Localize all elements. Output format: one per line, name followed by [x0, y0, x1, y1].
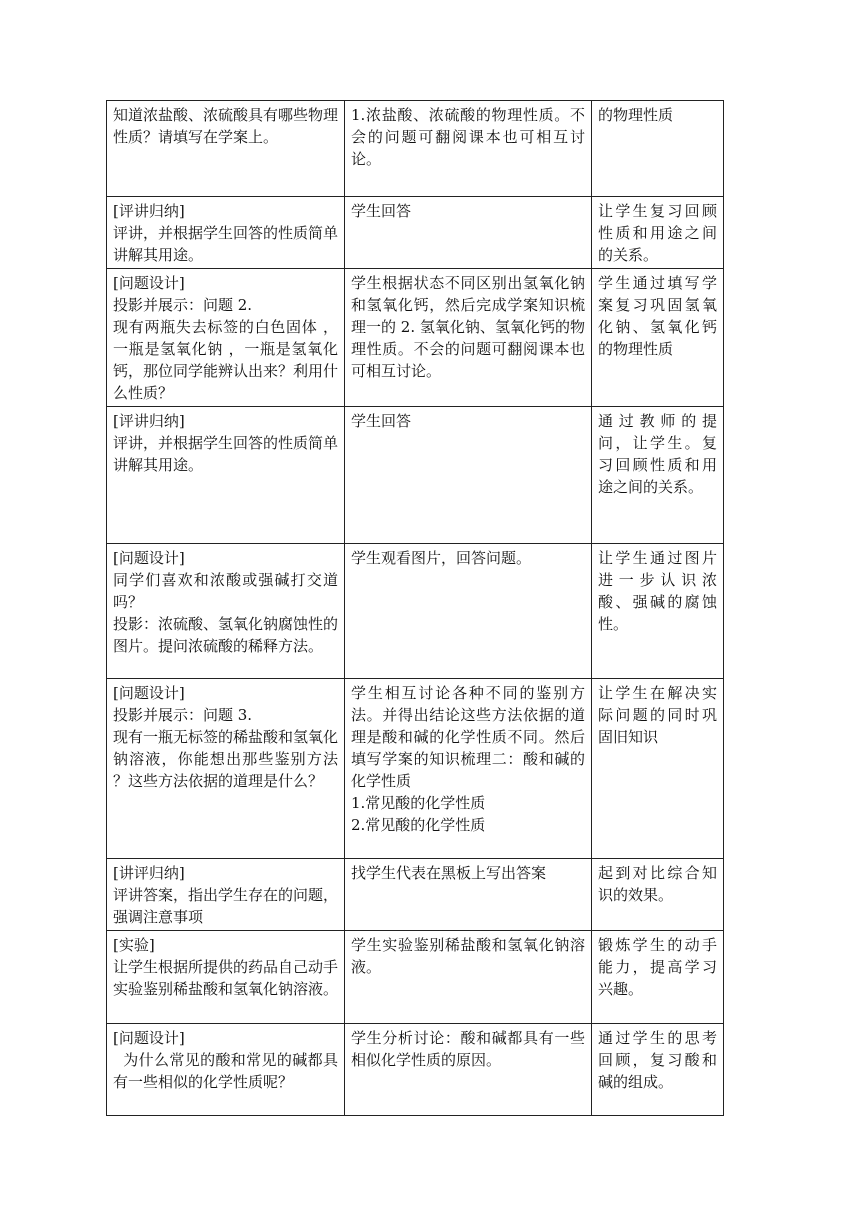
cell-text: [评讲归纳]: [113, 412, 185, 430]
cell-text: 让学生复习回顾性质和用途之间的关系。: [598, 202, 717, 264]
table-row: [107, 859, 724, 931]
student-activity-cell: [345, 101, 592, 197]
student-activity-cell: [345, 1024, 592, 1116]
cell-text: 评讲，并根据学生回答的性质简单讲解其用途。: [113, 434, 339, 474]
design-intent-cell: [592, 544, 724, 679]
cell-text: [评讲归纳]: [113, 202, 185, 220]
design-intent-cell: [592, 859, 724, 931]
cell-text: 同学们喜欢和浓酸或强碱打交道吗？: [113, 571, 338, 611]
student-activity-cell: [345, 679, 592, 859]
table-row: [107, 101, 724, 197]
student-activity-cell: [345, 859, 592, 931]
design-intent-cell: [592, 1024, 724, 1116]
teacher-activity-cell: [107, 407, 345, 544]
student-activity-cell: [345, 269, 592, 407]
student-activity-cell: [345, 197, 592, 269]
cell-text: 通过学生的思考回顾，复习酸和碱的组成。: [598, 1029, 717, 1091]
cell-text: [讲评归纳]: [113, 864, 185, 882]
teacher-activity-cell: [107, 197, 345, 269]
cell-text: [问题设计]: [113, 549, 185, 567]
lesson-plan-table: [106, 100, 724, 1116]
teacher-activity-cell: [107, 544, 345, 679]
cell-text: 1.常见酸的化学性质: [351, 794, 486, 812]
cell-text: 为什么常见的酸和常见的碱都具有一些相似的化学性质呢？: [113, 1051, 338, 1091]
cell-text: 学生通过填写学案复习巩固氢氧化钠、氢氧化钙的物理性质: [598, 274, 717, 358]
teacher-activity-cell: [107, 101, 345, 197]
cell-text: 通过教师的提问，让学生。复习回顾性质和用途之间的关系。: [598, 412, 717, 496]
table-row: [107, 1024, 724, 1116]
design-intent-cell: [592, 679, 724, 859]
table-row: [107, 407, 724, 544]
cell-text: 让学生通过图片进一步认识浓酸、强碱的腐蚀性。: [598, 549, 717, 633]
cell-text: 1.浓盐酸、浓硫酸的物理性质。不会的问题可翻阅课本也可相互讨论。: [351, 106, 585, 168]
cell-text: 知道浓盐酸、浓硫酸具有哪些物理性质？请填写在学案上。: [113, 106, 339, 146]
cell-text: 现有一瓶无标签的稀盐酸和氢氧化钠溶液，你能想出那些鉴别方法 ？这些方法依据的道理是什么？: [113, 728, 343, 790]
cell-text: 找学生代表在黑板上写出答案: [351, 864, 547, 882]
teacher-activity-cell: [107, 679, 345, 859]
cell-text: 投影并展示：问题 3.: [113, 706, 253, 724]
table-row: [107, 679, 724, 859]
cell-text: 学生观看图片，回答问题。: [351, 549, 532, 567]
cell-text: 评讲答案，指出学生存在的问题，强调注意事项: [113, 886, 339, 926]
student-activity-cell: [345, 407, 592, 544]
cell-text: 锻炼学生的动手能力，提高学习兴趣。: [598, 936, 717, 998]
cell-text: 起到对比综合知识的效果。: [598, 864, 717, 904]
cell-text: 让学生根据所提供的药品自己动手实验鉴别稀盐酸和氢氧化钠溶液。: [113, 958, 339, 998]
teacher-activity-cell: [107, 269, 345, 407]
design-intent-cell: [592, 269, 724, 407]
design-intent-cell: [592, 101, 724, 197]
cell-text: [问题设计]: [113, 684, 185, 702]
cell-text: 投影：浓硫酸、氢氧化钠腐蚀性的图片。提问浓硫酸的稀释方法。: [113, 615, 339, 655]
cell-text: 学生分析讨论：酸和碱都具有一些相似化学性质的原因。: [351, 1029, 585, 1069]
cell-text: 学生实验鉴别稀盐酸和氢氧化钠溶液。: [351, 936, 585, 976]
teacher-activity-cell: [107, 931, 345, 1024]
cell-text: 学生回答: [351, 412, 412, 430]
cell-text: 2.常见酸的化学性质: [351, 816, 486, 834]
cell-text: 评讲，并根据学生回答的性质简单讲解其用途。: [113, 224, 339, 264]
table-row: [107, 544, 724, 679]
cell-text: 学生相互讨论各种不同的鉴别方法。并得出结论这些方法依据的道理是酸和碱的化学性质不同。然后填写学案的知识梳理二：酸和碱的化学性质: [351, 684, 585, 790]
lesson-plan-body: [107, 101, 724, 1116]
cell-text: 让学生在解决实际问题的同时巩固旧知识: [598, 684, 717, 746]
cell-text: [问题设计]: [113, 1029, 185, 1047]
cell-text: 投影并展示：问题 2.: [113, 296, 253, 314]
table-row: [107, 931, 724, 1024]
cell-text: 的物理性质: [598, 106, 674, 124]
cell-text: [问题设计]: [113, 274, 185, 292]
cell-text: 学生根据状态不同区别出氢氧化钠 和氢氧化钙，然后完成学案知识梳理一的 2. 氢氧化钠、氢氧化钙的物理性质。不会的问题可翻阅课本也可相互讨论。: [351, 274, 590, 380]
cell-text: [实验]: [113, 936, 155, 954]
table-row: [107, 197, 724, 269]
design-intent-cell: [592, 197, 724, 269]
student-activity-cell: [345, 544, 592, 679]
design-intent-cell: [592, 931, 724, 1024]
teacher-activity-cell: [107, 859, 345, 931]
design-intent-cell: [592, 407, 724, 544]
table-row: [107, 269, 724, 407]
cell-text: 现有两瓶失去标签的白色固体 ，一瓶是氢氧化钠 ，一瓶是氢氧化钙，那位同学能辨认出来？利用什么性质？: [113, 318, 339, 402]
teacher-activity-cell: [107, 1024, 345, 1116]
student-activity-cell: [345, 931, 592, 1024]
cell-text: 学生回答: [351, 202, 412, 220]
